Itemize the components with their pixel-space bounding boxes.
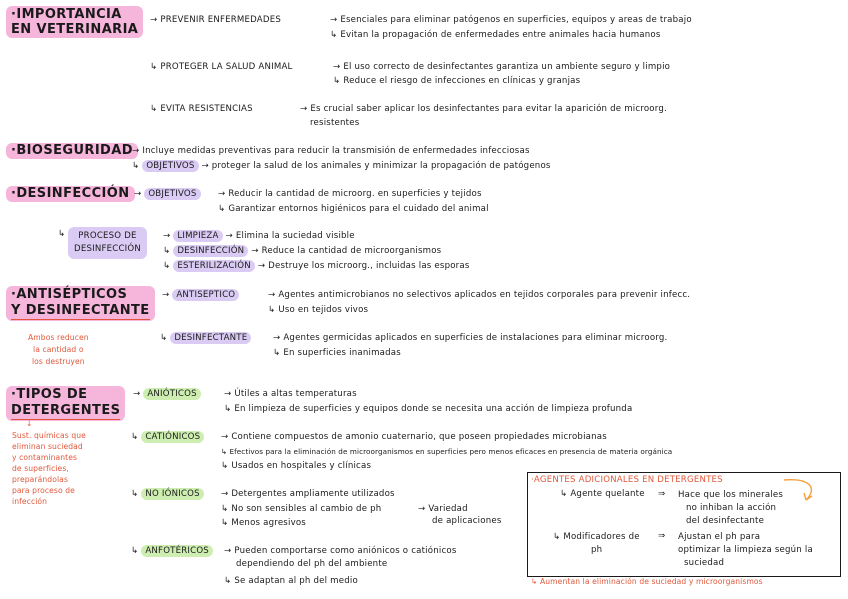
evita-line1: → Es crucial saber aplicar los desinfectantes para evitar la aparición de microorg.	[300, 104, 667, 114]
detergentes-title-line2: DETERGENTES	[11, 403, 121, 418]
limpieza-row: → LIMPIEZA → Elimina la suciedad visible	[163, 231, 355, 241]
quelante-desc	[678, 489, 783, 528]
anionicos-row: → ANIÓTICOS	[133, 389, 201, 399]
antisepticos-note1: Ambos reducen	[28, 333, 89, 342]
anfotericos-line2: dependiendo del ph del ambiente	[236, 559, 388, 569]
quelante-desc2: no inhiban la acción	[686, 503, 777, 513]
importancia-title-line2: EN VETERINARIA	[11, 22, 139, 37]
detergentes-note5: preparándolas	[12, 475, 68, 484]
limpieza-label: LIMPIEZA	[173, 230, 222, 242]
noionicos-variedad	[418, 503, 502, 527]
curved-arrow-icon	[782, 476, 822, 506]
anionicos-label: ANIÓTICOS	[143, 388, 200, 400]
noionicos-var2: de aplicaciones	[432, 516, 502, 526]
detergentes-note1: Sust. químicas que	[12, 431, 86, 440]
proceso-desinfeccion-box	[68, 227, 147, 259]
anionicos-line2: ↳ En limpieza de superficies y equipos donde se necesita una acción de limpieza profunda	[224, 404, 633, 414]
evita-label: ↳ EVITA RESISTENCIAS	[150, 104, 253, 114]
desinf-row: ↳ DESINFECCIÓN → Reduce la cantidad de microorganismos	[163, 246, 442, 256]
noionicos-var1: → Variedad	[418, 504, 468, 514]
evita-line2: resistentes	[310, 118, 360, 128]
importancia-title-line1: ·IMPORTANCIA	[11, 7, 122, 22]
proceso-line2: DESINFECCIÓN	[74, 244, 141, 254]
detergentes-note7: infección	[12, 497, 48, 506]
antisepticos-note	[28, 332, 89, 368]
desinfeccion-title: ·DESINFECCIÓN	[6, 186, 135, 202]
antisepticos-title-line1: ·ANTISÉPTICOS	[11, 287, 128, 302]
antisepticos-title-line2: Y DESINFECTANTE	[11, 303, 150, 318]
quelante-desc1: Hace que los minerales	[678, 490, 784, 500]
antiseptico-label: ANTISEPTICO	[172, 289, 239, 301]
antiseptico-row: → ANTISEPTICO	[162, 290, 239, 300]
modif-label2: ph	[591, 545, 603, 555]
bioseguridad-objetivos-row: ↳ OBJETIVOS → proteger la salud de los animales y minimizar la propagación de patógenos	[132, 161, 551, 171]
detergentes-note	[12, 430, 86, 507]
detergentes-note4: de superficies,	[12, 464, 69, 473]
antisepticos-title	[6, 286, 155, 321]
cationicos-line1: → Contiene compuestos de amonio cuaternario, que poseen propiedades microbianas	[221, 432, 607, 442]
antiseptico-line2: ↳ Uso en tejidos vivos	[268, 305, 369, 315]
noionicos-line1: → Detergentes ampliamente utilizados	[221, 489, 395, 499]
desinfeccion-obj2: ↳ Garantizar entornos higiénicos para el cuidado del animal	[218, 204, 489, 214]
cationicos-row: ↳ CATIÓNICOS	[131, 432, 204, 442]
anfotericos-line1: → Pueden comportarse como aniónicos o catiónicos	[224, 546, 457, 556]
noionicos-row: ↳ NO IÓNICOS	[131, 489, 204, 499]
quelante-arrow: ⇒	[658, 489, 666, 499]
modif-arrow: ⇒	[658, 531, 666, 541]
desinfectante-line1: → Agentes germicidas aplicados en superficies de instalaciones para eliminar microorg.	[273, 333, 668, 343]
proteger-line1: → El uso correcto de desinfectantes garantiza un ambiente seguro y limpio	[333, 62, 671, 72]
anfotericos-row: ↳ ANFOTÉRICOS	[131, 546, 213, 556]
proteger-label: ↳ PROTEGER LA SALUD ANIMAL	[150, 62, 293, 72]
detergentes-note6: para proceso de	[12, 486, 75, 495]
cationicos-line3: ↳ Usados en hospitales y clínicas	[221, 461, 372, 471]
cationicos-line2: ↳ Efectivos para la eliminación de microorganismos en superficies pero menos eficaces en presencia de materia orgánica	[221, 447, 673, 456]
detergentes-note3: y contaminantes	[12, 453, 78, 462]
noionicos-line2: ↳ No son sensibles al cambio de ph	[221, 504, 382, 514]
anfotericos-label: ANFOTÉRICOS	[141, 545, 213, 557]
anfotericos-line3: ↳ Se adaptan al ph del medio	[224, 576, 358, 586]
desinfeccion-objetivos-row: → OBJETIVOS	[134, 189, 201, 199]
bioseguridad-line1: → Incluye medidas preventivas para reducir la transmisión de enfermedades infecciosas	[132, 146, 530, 156]
limpieza-text: → Elimina la suciedad visible	[225, 231, 355, 241]
cationicos-label: CATIÓNICOS	[141, 431, 204, 443]
ester-label: ESTERILIZACIÓN	[173, 260, 255, 272]
prevenir-label: → PREVENIR ENFERMEDADES	[150, 15, 281, 25]
modif-desc3: suciedad	[684, 558, 725, 568]
quelante-label: ↳ Agente quelante	[560, 489, 645, 499]
modif-label1: ↳ Modificadores de	[553, 532, 640, 542]
desinfectante-line2: ↳ En superficies inanimadas	[273, 348, 401, 358]
desinfectante-row: ↳ DESINFECTANTE	[160, 333, 251, 343]
detergentes-title-line1: ·TIPOS DE	[11, 387, 88, 402]
prevenir-line1: → Esenciales para eliminar patógenos en superficies, equipos y areas de trabajo	[330, 15, 692, 25]
importancia-title	[6, 6, 143, 38]
antiseptico-line1: → Agentes antimicrobianos no selectivos aplicados en tejidos corporales para prevenir infecc.	[268, 290, 691, 300]
modif-desc2: optimizar la limpieza según la	[678, 545, 813, 555]
agentes-footer: ↳ Aumentan la eliminación de suciedad y microorganismos	[531, 577, 763, 586]
desinfeccion-objetivos-label: OBJETIVOS	[144, 188, 200, 200]
desinf-label: DESINFECCIÓN	[173, 245, 248, 257]
desinfeccion-obj1: → Reducir la cantidad de microorg. en superficies y tejidos	[218, 189, 482, 199]
modif-desc1: Ajustan el ph para	[678, 532, 761, 542]
detergentes-title	[6, 386, 125, 421]
proteger-line2: ↳ Reduce el riesgo de infecciones en clínicas y granjas	[333, 76, 581, 86]
ester-text: → Destruye los microorg., incluidas las esporas	[257, 261, 470, 271]
detergentes-note2: eliminan suciedad	[12, 442, 83, 451]
desinf-text: → Reduce la cantidad de microorganismos	[251, 246, 442, 256]
prevenir-line2: ↳ Evitan la propagación de enfermedades entre animales hacia humanos	[330, 30, 661, 40]
bioseguridad-line2: → proteger la salud de los animales y minimizar la propagación de patógenos	[201, 161, 551, 171]
anionicos-line1: → Útiles a altas temperaturas	[224, 389, 357, 399]
quelante-desc3: del desinfectante	[686, 516, 765, 526]
noionicos-label: NO IÓNICOS	[141, 488, 203, 500]
bioseguridad-objetivos-label: OBJETIVOS	[142, 160, 198, 172]
noionicos-line3: ↳ Menos agresivos	[221, 518, 306, 528]
agentes-title: ·AGENTES ADICIONALES EN DETERGENTES	[531, 475, 723, 485]
modif-desc	[678, 531, 813, 570]
proceso-line1: PROCESO DE	[78, 231, 137, 241]
antisepticos-note2: la cantidad o	[33, 345, 84, 354]
bioseguridad-title: ·BIOSEGURIDAD	[6, 143, 138, 159]
ester-row: ↳ ESTERILIZACIÓN → Destruye los microorg., incluidas las esporas	[163, 261, 470, 271]
antisepticos-note3: los destruyen	[31, 357, 85, 366]
modif-label	[553, 531, 640, 557]
desinfectante-label: DESINFECTANTE	[170, 332, 251, 344]
